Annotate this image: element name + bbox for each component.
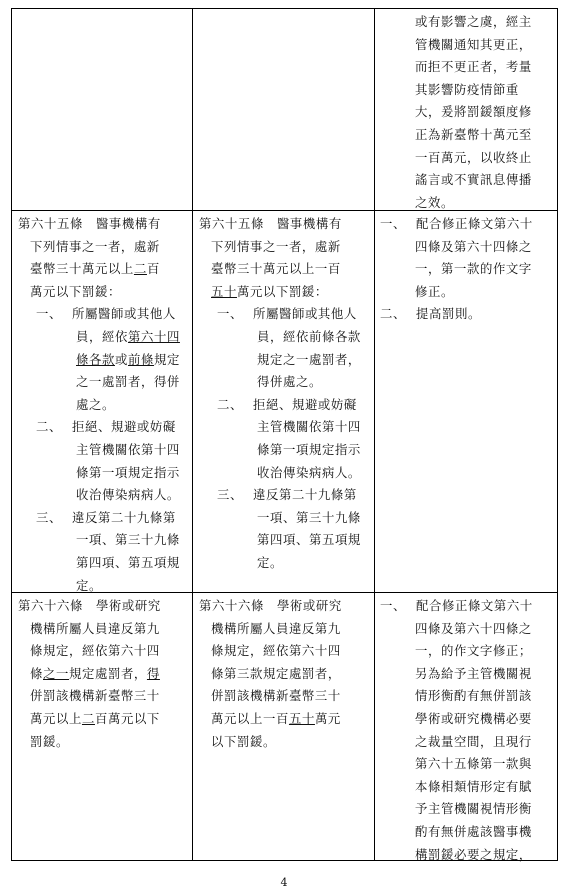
text-line: 本條相類情形定有賦 bbox=[415, 778, 532, 794]
page-number: 4 bbox=[280, 876, 288, 889]
text-line: 下列情事之一者，處新 bbox=[211, 238, 341, 254]
text-span: 拒絕、規避或妨礙 bbox=[71, 419, 176, 435]
text-span: 臺幣三十萬元以上 bbox=[30, 261, 134, 277]
text-line: 一項、第三十九條 bbox=[257, 509, 361, 525]
text-span: 違反第二十九條第 bbox=[252, 487, 357, 503]
text-line: 修正。 bbox=[415, 283, 454, 299]
text-line bbox=[380, 213, 556, 236]
amended-text: 前條 bbox=[127, 351, 154, 367]
text-line: 學術或研究機構必要 bbox=[415, 710, 532, 726]
comparison-table bbox=[11, 8, 558, 861]
item-marker: 一、 bbox=[380, 216, 406, 231]
text-span: 條 bbox=[30, 665, 43, 681]
text-line: 一百萬元，以收終止 bbox=[415, 149, 532, 165]
text-span: 配合修正條文第六十 bbox=[415, 216, 533, 231]
text-line: 收治傳染病病人。 bbox=[257, 464, 361, 480]
text-line: 定。 bbox=[76, 577, 102, 593]
text-line bbox=[18, 708, 190, 731]
text-span: 拒絕、規避或妨礙 bbox=[252, 396, 357, 412]
text-line: 下列情事之一者，處新 bbox=[30, 238, 160, 254]
text-span: 百 bbox=[146, 261, 160, 277]
text-line: 或有影響之虞，經主 bbox=[415, 14, 532, 29]
current-article-65 bbox=[199, 213, 371, 575]
item-marker: 三、 bbox=[36, 509, 62, 525]
amended-text: 二 bbox=[81, 710, 95, 726]
table-border-right bbox=[557, 8, 558, 861]
article-heading: 第六十六條 學術或研究 bbox=[18, 598, 161, 613]
text-span: 百萬元以下 bbox=[94, 710, 160, 726]
table-border-top bbox=[11, 8, 558, 9]
text-line: 予主管機關視情形衡 bbox=[415, 801, 532, 817]
text-span: 萬元以上一百 bbox=[211, 710, 289, 726]
text-line: 收治傳染病病人。 bbox=[76, 487, 180, 503]
text-line: 構罰鍰必要之規定， bbox=[415, 846, 532, 862]
text-line: 以下罰鍰。 bbox=[211, 733, 276, 749]
item-marker: 一、 bbox=[36, 306, 62, 322]
amended-text: 二 bbox=[133, 261, 147, 277]
amended-text: 第六十四 bbox=[127, 328, 180, 344]
text-line bbox=[199, 708, 371, 731]
text-line: 萬元以下罰鍰： bbox=[30, 283, 121, 299]
text-line: 正為新臺幣十萬元至 bbox=[415, 126, 532, 142]
item-marker: 三、 bbox=[217, 487, 243, 503]
text-line bbox=[18, 416, 190, 439]
amended-article-65 bbox=[18, 213, 190, 597]
text-line: 處之。 bbox=[76, 396, 115, 412]
amended-text: 五十 bbox=[288, 710, 315, 726]
text-line: 條第一項規定指示 bbox=[76, 464, 180, 480]
text-line: 機構所屬人員違反第九 bbox=[30, 620, 160, 636]
article-heading: 第六十五條 醫事機構有 bbox=[18, 216, 161, 231]
text-line: 管機關通知其更正， bbox=[415, 36, 532, 52]
article-66-explanation bbox=[380, 595, 556, 866]
text-span: 萬元以上 bbox=[30, 710, 82, 726]
text-line: 主管機關依第十四 bbox=[76, 441, 180, 457]
item-marker: 一、 bbox=[380, 598, 406, 613]
text-line: 一，第一款的作文字 bbox=[415, 261, 532, 277]
text-line: 併罰該機構新臺幣三十 bbox=[211, 688, 341, 704]
text-line bbox=[18, 258, 190, 281]
text-line bbox=[18, 663, 190, 686]
text-line: 罰鍰。 bbox=[30, 733, 69, 749]
text-line: 條第一項規定指示 bbox=[257, 441, 361, 457]
text-line bbox=[18, 303, 190, 326]
text-line bbox=[380, 303, 556, 326]
text-line: 得併處之。 bbox=[257, 374, 322, 390]
text-line bbox=[18, 349, 190, 372]
text-line bbox=[199, 281, 371, 304]
text-line bbox=[199, 394, 371, 417]
text-line: 條規定，經依第六十四 bbox=[30, 643, 160, 659]
text-line: 機構所屬人員違反第九 bbox=[211, 620, 341, 636]
table-border-left bbox=[11, 8, 12, 861]
amended-text: 之一 bbox=[43, 665, 69, 681]
column-divider bbox=[192, 8, 193, 861]
text-line: 定。 bbox=[257, 554, 283, 570]
text-line bbox=[199, 484, 371, 507]
text-line bbox=[380, 595, 556, 618]
item-marker: 二、 bbox=[380, 306, 406, 322]
column-divider bbox=[374, 8, 375, 861]
text-line bbox=[199, 303, 371, 326]
text-span: 萬元以下罰鍰： bbox=[236, 283, 328, 299]
current-article-66 bbox=[199, 595, 371, 753]
item-marker: 二、 bbox=[217, 396, 243, 412]
text-span: 員，經依 bbox=[76, 328, 128, 344]
text-line: 第四項、第五項規 bbox=[76, 554, 180, 570]
amended-article-66 bbox=[18, 595, 190, 753]
text-line: 主管機關依第十四 bbox=[257, 419, 361, 435]
text-line: 條規定，經依第六十四 bbox=[211, 643, 341, 659]
text-line: 情形衡酌有無併罰該 bbox=[415, 688, 532, 704]
article-heading: 第六十五條 醫事機構有 bbox=[199, 216, 342, 231]
text-line: 而拒不更正者，考量 bbox=[415, 59, 532, 75]
text-span: 違反第二十九條第 bbox=[71, 509, 176, 525]
text-span: 或 bbox=[114, 351, 128, 367]
text-span: 所屬醫師或其他人 bbox=[252, 306, 357, 322]
item-marker: 二、 bbox=[36, 419, 62, 435]
item-marker: 一、 bbox=[217, 306, 243, 322]
article-heading: 第六十六條 學術或研究 bbox=[199, 598, 342, 613]
text-span: 規定 bbox=[153, 351, 180, 367]
text-span: 萬元 bbox=[314, 710, 341, 726]
text-line: 第四項、第五項規 bbox=[257, 532, 361, 548]
text-span: 配合修正條文第六十 bbox=[415, 598, 533, 613]
text-line: 四條及第六十四條之 bbox=[415, 620, 532, 636]
text-line: 其影響防疫情節重 bbox=[415, 81, 519, 97]
amended-text: 條各款 bbox=[76, 351, 115, 367]
text-span: 提高罰則。 bbox=[415, 306, 481, 322]
text-line: 之裁量空間，且現行 bbox=[415, 733, 532, 749]
text-line: 規定之一處罰者， bbox=[257, 351, 361, 367]
text-line: 併罰該機構新臺幣三十 bbox=[30, 688, 160, 704]
text-line: 條第三款規定處罰者， bbox=[211, 665, 341, 681]
article-65-explanation bbox=[380, 213, 556, 326]
text-line: 第六十五條第一款與 bbox=[415, 756, 532, 772]
text-line: 一項、第三十九條 bbox=[76, 532, 180, 548]
row1-explanation bbox=[415, 11, 555, 214]
text-line: 酌有無併處該醫事機 bbox=[415, 823, 532, 839]
text-line: 謠言或不實訊息傳播 bbox=[415, 172, 532, 188]
text-span: 規定處罰者， bbox=[68, 665, 147, 681]
text-line bbox=[18, 326, 190, 349]
text-line: 一，的作文字修正； bbox=[415, 643, 532, 659]
text-line: 大，爰將罰鍰額度修 bbox=[415, 104, 532, 120]
text-line: 臺幣三十萬元以上一百 bbox=[211, 261, 341, 277]
text-span: 所屬醫師或其他人 bbox=[71, 306, 176, 322]
amended-text: 得 bbox=[146, 665, 160, 681]
text-line bbox=[18, 507, 190, 530]
text-line: 之效。 bbox=[415, 194, 454, 210]
text-line: 四條及第六十四條之 bbox=[415, 238, 532, 254]
text-line: 之一處罰者，得併 bbox=[76, 374, 180, 390]
text-line: 員，經依前條各款 bbox=[257, 328, 361, 344]
text-line: 另為給予主管機關視 bbox=[415, 665, 532, 681]
amended-text: 五十 bbox=[211, 283, 237, 299]
